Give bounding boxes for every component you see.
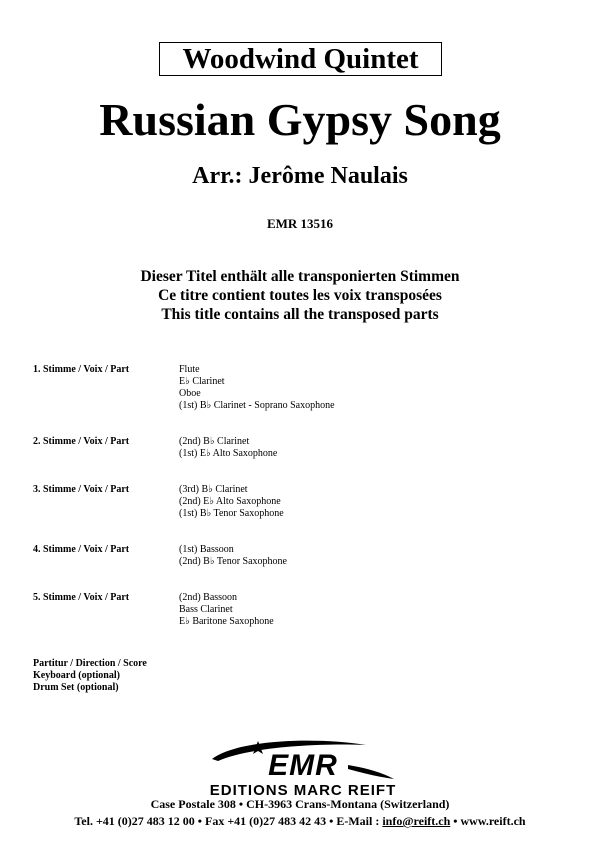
part-1-label: 1. Stimme / Voix / Part bbox=[33, 364, 130, 375]
part-instrument: E♭ Baritone Saxophone bbox=[179, 616, 274, 627]
part-instrument: (1st) B♭ Tenor Saxophone bbox=[179, 508, 284, 519]
part-instrument: (1st) Bassoon bbox=[179, 544, 234, 555]
transposition-notes bbox=[0, 267, 600, 324]
extra-parts bbox=[33, 658, 147, 694]
part-instrument: (2nd) E♭ Alto Saxophone bbox=[179, 496, 281, 507]
note-german: Dieser Titel enthält alle transponierten Stimmen bbox=[140, 268, 460, 285]
publisher-name: EDITIONS MARC REIFT bbox=[209, 782, 397, 797]
ensemble-title-box bbox=[159, 42, 442, 76]
extra-drums: Drum Set (optional) bbox=[33, 682, 119, 693]
publisher-address: Case Postale 308 • CH-3963 Crans-Montana (Switzerland) bbox=[150, 797, 450, 811]
part-instrument: Bass Clarinet bbox=[179, 604, 233, 615]
note-french: Ce titre contient toutes les voix transposées bbox=[158, 287, 442, 304]
email-link[interactable]: info@reift.ch bbox=[382, 814, 451, 828]
part-instrument: (1st) E♭ Alto Saxophone bbox=[179, 448, 278, 459]
part-5-label: 5. Stimme / Voix / Part bbox=[33, 592, 130, 603]
piece-title: Russian Gypsy Song bbox=[99, 94, 501, 145]
part-3-instruments bbox=[179, 484, 284, 520]
part-instrument: (2nd) B♭ Clarinet bbox=[179, 436, 250, 447]
part-instrument: Flute bbox=[179, 364, 200, 375]
emr-logo bbox=[198, 735, 408, 797]
part-3-label: 3. Stimme / Voix / Part bbox=[33, 484, 130, 495]
part-2-label: 2. Stimme / Voix / Part bbox=[33, 436, 130, 447]
part-instrument: (1st) B♭ Clarinet - Soprano Saxophone bbox=[179, 400, 335, 411]
part-5-instruments bbox=[179, 592, 274, 628]
extra-score: Partitur / Direction / Score bbox=[33, 658, 147, 669]
catalog-number: EMR 13516 bbox=[266, 216, 334, 231]
part-4-label: 4. Stimme / Voix / Part bbox=[33, 544, 130, 555]
extra-keyboard: Keyboard (optional) bbox=[33, 670, 120, 681]
website: • www.reift.ch bbox=[450, 814, 526, 828]
publisher-contact bbox=[0, 814, 600, 829]
arranger: Arr.: Jerôme Naulais bbox=[192, 163, 408, 189]
part-instrument: (3rd) B♭ Clarinet bbox=[179, 484, 248, 495]
part-2-instruments bbox=[179, 436, 277, 460]
part-4-instruments bbox=[179, 544, 287, 568]
part-1-instruments bbox=[179, 364, 335, 412]
part-instrument: (2nd) Bassoon bbox=[179, 592, 238, 603]
ensemble-title: Woodwind Quintet bbox=[182, 42, 419, 75]
part-instrument: Oboe bbox=[179, 388, 201, 399]
contact-phone-fax: Tel. +41 (0)27 483 12 00 • Fax +41 (0)27 483 42 43 • E-Mail : bbox=[74, 814, 383, 828]
part-instrument: (2nd) B♭ Tenor Saxophone bbox=[179, 556, 287, 567]
note-english: This title contains all the transposed parts bbox=[161, 306, 439, 323]
part-instrument: E♭ Clarinet bbox=[179, 376, 225, 387]
svg-text:EMR: EMR bbox=[268, 749, 338, 782]
